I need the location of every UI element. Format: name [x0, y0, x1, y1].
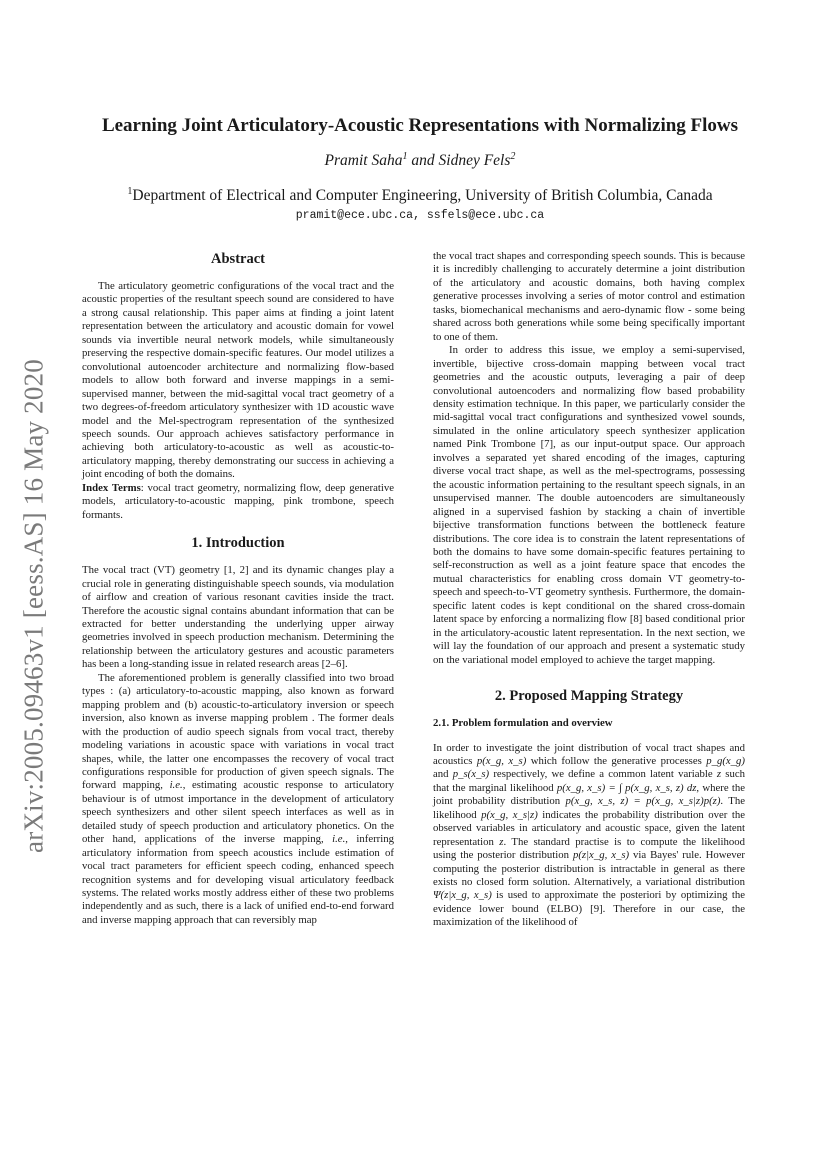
author-emails: pramit@ece.ubc.ca, ssfels@ece.ubc.ca: [295, 209, 545, 222]
intro-paragraph-4: In order to address this issue, we employ a semi-supervised, invertible, bijective cross-domain mapping between vocal tract geometries and the acoustic outputs, leveraging a pair of deep convolutional autoencoders and normalizing flow based probability density estimation technique. In this paper, we particularly consider the mid-sagittal vocal tract configurations and synthesized vowel sounds, simulated in the online articulatory speech synthesizer application named Pink Trombone [7], as our input-output space. Our approach involves a separated yet shared encoding of the images, capturing diverse vocal tract shape, as well as the mel-spectrograms, possessing the acoustic information pertaining to the resultant speech signals, in an unsupervised manner. The double autoencoders are simultaneously aligned in a supervised fashion by stacking a chain of invertible bijective transformation functions between the bottleneck feature distributions. The core idea is to constrain the latent representations of both the domains to have some domain-specific features pertaining to self-reconstruction as well as a joint feature space that encodes the mutual characteristics for enabling cross domain VT geometry-to-speech and speech-to-VT geometry synthesis. Furthermore, the domain-specific latent codes is kept conditional on the shared cross-domain latent space by enforcing a normalizing flow [8] based conditional prior in the articulatory-acoustic latent representation. In the next section, we will lay the foundation of our approach and present a systematic study on the variational model employed to achieve the target mapping.: [433, 344, 745, 666]
affiliation-text: Department of Electrical and Computer Engineering, University of British Columbia, Canada: [132, 187, 713, 204]
author-2-affil: 2: [510, 150, 516, 162]
author-1: Pramit Saha: [324, 152, 403, 169]
intro-p2-part-a: The aforementioned problem is generally classified into two broad types : (a) articulatory-to-acoustic mapping, also known as forward mapping problem and (b) acoustic-to-articulatory inversion or speech inversion, also known as inverse mapping problem . The former deals with the production of audio speech signals from vocal tract, thereby modeling variations in acoustic space with variations in vocal tract shapes, while, the latter one encompasses the recovery of vocal tract configurations responsible for production of given speech signals. The forward mapping,: [82, 671, 394, 792]
section-2-paragraph-1: [433, 742, 745, 930]
author-list: [70, 152, 770, 170]
s2-text-b: which follow the generative processes: [526, 754, 707, 767]
intro-paragraph-2: [82, 672, 394, 928]
math-joint-obs: p(x_g, x_s): [476, 754, 527, 767]
arxiv-sidebar-stamp: [14, 346, 54, 866]
intro-p2-part-c: , inferring articulatory information from speech acoustics include estimation of vocal tract parameters for efficient speech coding, enhanced speech recognition systems and for developing visual articulatory feedback systems. The related works mostly address either of these two problems independently and as such, there is a lack of unified end-to-end forward and inverse mapping approach that can reversibly map: [82, 833, 394, 926]
s2-text-f: , where the joint probability distribution: [433, 781, 746, 808]
math-z: z: [716, 768, 722, 781]
author-2: Sidney Fels: [438, 152, 511, 169]
index-terms-text: : vocal tract geometry, normalizing flow, deep generative models, articulatory-to-acoustic mapping, pink trombone, speech formants.: [82, 481, 394, 521]
left-column: [82, 250, 394, 927]
author-conjunction: and: [407, 152, 439, 169]
author-1-affil: 1: [402, 150, 408, 162]
s2-text-c: and: [433, 768, 453, 781]
math-likelihood: p(x_g, x_s|z): [481, 808, 538, 821]
s2-text-g: . The likelihood: [433, 795, 745, 821]
math-ps: p_s(x_s): [452, 768, 490, 781]
s2-text-d: respectively, we define a common latent variable: [489, 768, 717, 781]
index-terms-label: Index Terms: [82, 481, 141, 494]
s2-text-i: . The standard practise is to compute the likelihood using the posterior distribution: [433, 835, 746, 862]
section-2-heading: 2. Proposed Mapping Strategy: [494, 688, 684, 705]
right-column: [433, 250, 745, 930]
math-marginal: p(x_g, x_s) = ∫ p(x_g, x_s, z) dz: [556, 781, 697, 794]
s2-text-a: In order to investigate the joint distribution of vocal tract shapes and acoustics: [433, 741, 745, 767]
affiliation: [70, 187, 770, 205]
s2-text-j: via Bayes' rule. However computing the posterior distribution is intractable in general as there exists no closed form solution. Alternatively, a variational distribution: [433, 849, 745, 889]
abstract-heading: Abstract: [211, 251, 265, 267]
s2-text-h: indicates the probability distribution over the observed variables in articulatory and acoustic space, given the latent representation: [433, 808, 745, 848]
subsection-2-1-heading: 2.1. Problem formulation and overview: [433, 717, 613, 730]
intro-p2-part-b: , estimating acoustic response to articulatory behaviour is of utmost importance in the development of articulatory speech synthesizers and other silent speech interfaces as well as in detailed study of speech production and articulatory phonetics. On the other hand, applications of the inverse mapping,: [82, 779, 394, 846]
intro-paragraph-3: the vocal tract shapes and corresponding speech sounds. This is because it is incredibly challenging to accurately determine a joint distribution of the articulatory and acoustic domains, both having complex generative processes involving a series of motor control and estimation tasks, biomechanical mechanisms and aero-dynamic flow - some being shared across both generations while some being specifically important to one of them.: [433, 250, 745, 343]
math-joint: p(x_g, x_s, z) = p(x_g, x_s|z)p(z): [565, 795, 721, 808]
intro-paragraph-1: The vocal tract (VT) geometry [1, 2] and its dynamic changes play a crucial role in generating distinguishable speech sounds, via modulation of airflow and creation of various resonant cavities inside the tract. Therefore the acoustic signal contains abundant information that can be extracted for better understanding the underlying upper airway geometries involved in speech production mechanism. Determining the relationship between the articulatory gestures and acoustic parameters has been a long-standing issue in related research areas [2–6].: [82, 564, 394, 671]
math-pg: p_g(x_g): [706, 754, 746, 767]
affiliation-mark: 1: [127, 185, 133, 197]
paper-title: Learning Joint Articulatory-Acoustic Representations with Normalizing Flows: [101, 115, 739, 136]
arxiv-id: arXiv:2005.09463v1 [eess.AS] 16 May 2020: [18, 359, 49, 853]
index-terms: [82, 482, 394, 522]
s2-text-k: is used to approximate the posteriori by optimizing the evidence lower bound (ELBO) [9]. Therefore in our case, the maximization of the likelihood of: [433, 889, 745, 929]
intro-p2-ie-2: i.e.: [332, 833, 346, 846]
intro-heading: 1. Introduction: [191, 535, 285, 552]
s2-text-e: such that the marginal likelihood: [433, 768, 745, 794]
abstract-text: The articulatory geometric configurations of the vocal tract and the acoustic properties of the resultant speech sound are considered to have a strong causal relationship. This paper aims at finding a joint latent representation between the articulatory and acoustic domain for vowel sounds via invertible neural network models, while simultaneously preserving the respective domain-specific features. Our model utilizes a convolutional autoencoder architecture and normalizing flow-based models to allow both forward and inverse mappings in a semi-supervised manner, between the mid-sagittal vocal tract geometry of a two degrees-of-freedom articulatory synthesizer with 1D acoustic wave model and the Mel-spectrogram representation of the synthesized speech sounds. Our approach achieves satisfactory performance in achieving both articulatory-to-acoustic as well as acoustic-to-articulatory mapping, thereby demonstrating our success in achieving a joint encoding of both the domains.: [82, 280, 394, 481]
math-posterior: p(z|x_g, x_s): [572, 849, 630, 862]
math-variational: Ψ(z|x_g, x_s): [433, 889, 492, 902]
intro-p2-ie-1: i.e.: [169, 779, 183, 792]
math-z-2: z: [499, 835, 504, 848]
